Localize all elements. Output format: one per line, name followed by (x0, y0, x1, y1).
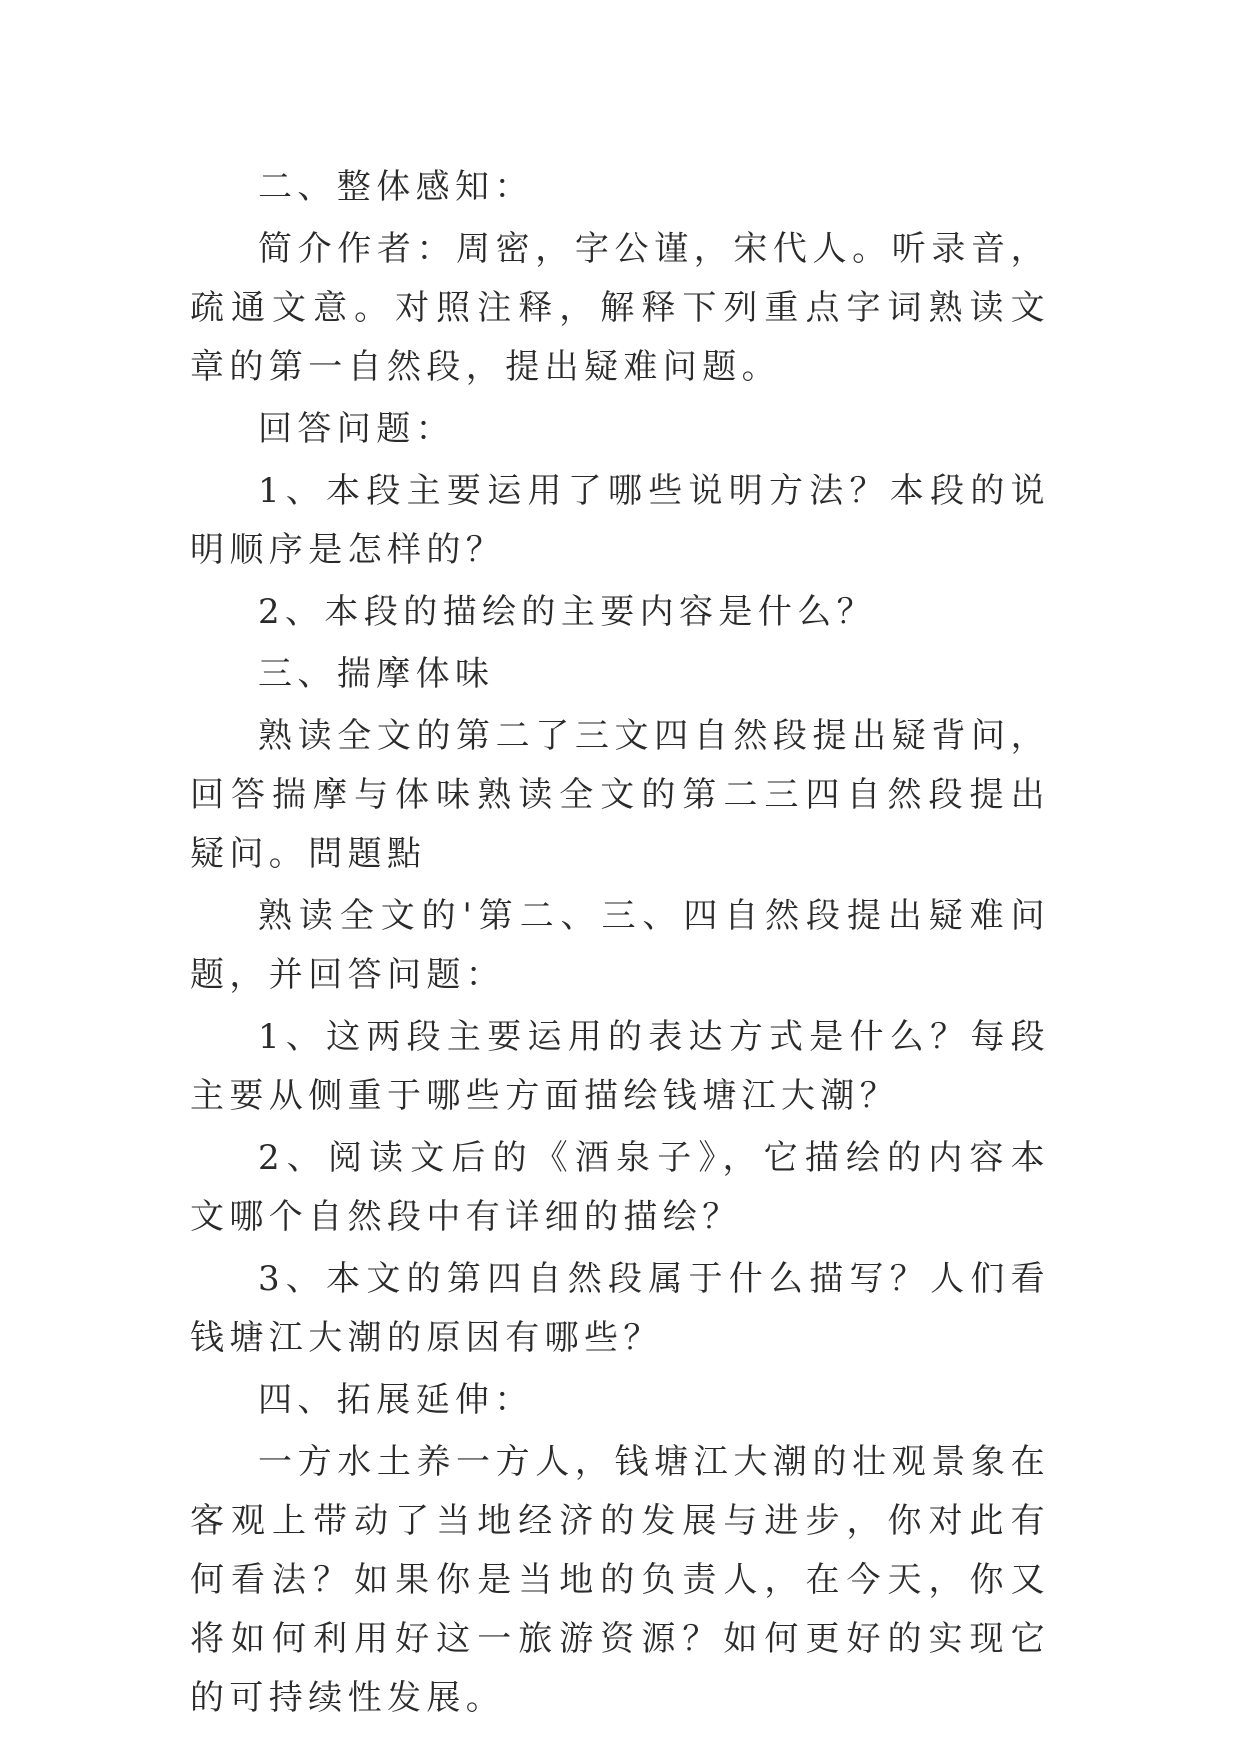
section-heading-appreciation: 三、揣摩体味 (258, 654, 495, 694)
document-body (190, 158, 1050, 1731)
question-item-1: 1、本段主要运用了哪些说明方法？本段的说明顺序是怎样的？ (190, 471, 1050, 570)
paragraph-extension-discussion: 一方水土养一方人，钱塘江大潮的壮观景象在客观上带动了当地经济的发展与进步，你对此有何看法？如果你是当地的负责人，在今天，你又将如何利用好这一旅游资源？如何更好的实现它的可持续性发展。 (190, 1442, 1050, 1718)
paragraph-answer-questions: 回答问题： (258, 409, 455, 449)
section-heading-overall-perception: 二、整体感知： (258, 167, 534, 207)
section-heading-extension: 四、拓展延伸： (258, 1380, 534, 1420)
paragraph-author-intro: 简介作者：周密，字公谨，宋代人。听录音，疏通文意。对照注释，解释下列重点字词熟读文章的第一自然段，提出疑难问题。 (190, 229, 1050, 387)
paragraph-read-fulltext-1: 熟读全文的第二了三文四自然段提出疑背问，回答揣摩与体味熟读全文的第二三四自然段提出疑问。問題點 (190, 716, 1050, 874)
question-item-4: 2、阅读文后的《酒泉子》，它描绘的内容本文哪个自然段中有详细的描绘？ (190, 1138, 1050, 1237)
question-item-5: 3、本文的第四自然段属于什么描写？人们看钱塘江大潮的原因有哪些？ (190, 1259, 1050, 1358)
question-item-2: 2、本段的描绘的主要内容是什么？ (258, 592, 877, 632)
question-item-3: 1、这两段主要运用的表达方式是什么？每段主要从侧重于哪些方面描绘钱塘江大潮？ (190, 1017, 1050, 1116)
paragraph-read-fulltext-2: 熟读全文的'第二、三、四自然段提出疑难问题，并回答问题： (190, 896, 1050, 995)
